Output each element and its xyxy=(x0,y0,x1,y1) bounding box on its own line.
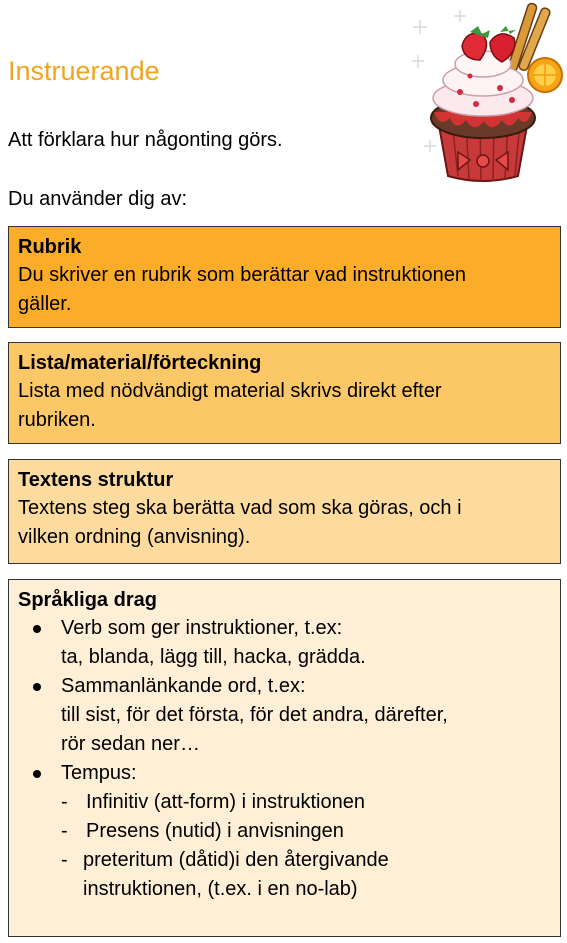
section-struktur xyxy=(8,459,561,564)
list-item xyxy=(31,614,552,672)
dash-item xyxy=(61,846,552,904)
bullet-title: Verb som ger instruktioner, t.ex: xyxy=(61,617,343,639)
bullet-title: Tempus: xyxy=(61,762,137,784)
section-line: rubriken. xyxy=(18,409,96,431)
section-heading: Textens struktur xyxy=(18,469,174,491)
dash-line: - preteritum (dåtid)i den återgivande xyxy=(83,849,389,871)
bullet-line: till sist, för det första, för det andra, därefter, xyxy=(61,704,448,726)
dash-line: - Infinitiv (att-form) i instruktionen xyxy=(86,791,365,813)
cupcake-icon xyxy=(400,0,567,190)
list-item xyxy=(31,672,552,759)
section-material xyxy=(8,342,561,444)
page-title: Instruerande xyxy=(8,56,160,86)
dash-line: instruktionen, (t.ex. i en no-lab) xyxy=(83,878,358,900)
list-item xyxy=(31,759,552,904)
section-line: Lista med nödvändigt material skrivs direkt efter xyxy=(18,380,442,402)
section-heading: Rubrik xyxy=(18,236,82,258)
bullet-line: ta, blanda, lägg till, hacka, grädda. xyxy=(61,646,366,668)
section-line: gäller. xyxy=(18,293,72,315)
feature-list xyxy=(18,614,552,904)
section-line: Du skriver en rubrik som berättar vad instruktionen xyxy=(18,264,466,286)
intro-text: Att förklara hur någonting görs. xyxy=(8,129,283,151)
dash-item xyxy=(61,788,552,817)
section-heading: Lista/material/förteckning xyxy=(18,352,262,374)
section-heading: Språkliga drag xyxy=(18,589,157,611)
section-line: vilken ordning (anvisning). xyxy=(18,526,251,548)
section-line: Textens steg ska berätta vad som ska göras, och i xyxy=(18,497,462,519)
dash-item xyxy=(61,817,552,846)
dash-line: - Presens (nutid) i anvisningen xyxy=(86,820,344,842)
uses-text: Du använder dig av: xyxy=(8,188,188,210)
section-sprakliga-drag xyxy=(8,579,561,937)
section-rubrik xyxy=(8,226,561,328)
bullet-line: rör sedan ner… xyxy=(61,733,200,755)
bullet-title: Sammanlänkande ord, t.ex: xyxy=(61,675,306,697)
tempus-list xyxy=(61,788,552,904)
